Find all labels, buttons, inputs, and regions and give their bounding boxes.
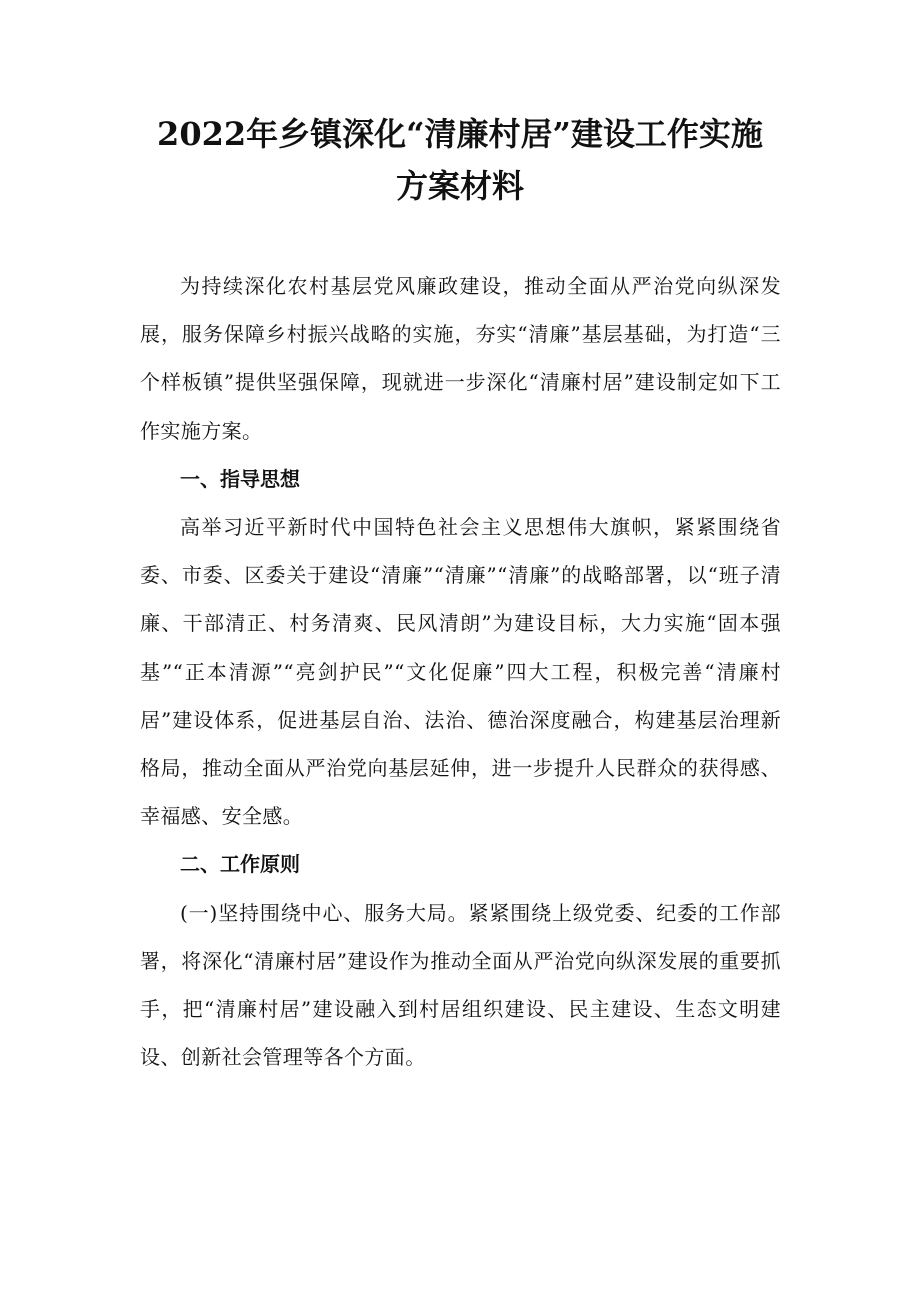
section-paragraph: 高举习近平新时代中国特色社会主义思想伟大旗帜，紧紧围绕省委、市委、区委关于建设“清廉”“清廉”“清廉”的战略部署，以“班子清廉、干部清正、村务清爽、民风清朗”为建设目标，大力实施“固本强基”“正本清源”“亮剑护民”“文化促廉”四大工程，积极完善“清廉村居”建设体系，促进基层自治、法治、德治深度融合，构建基层治理新格局，推动全面从严治党向基层延伸，进一步提升人民群众的获得感、幸福感、安全感。 bbox=[140, 515, 781, 829]
document-title bbox=[110, 108, 810, 212]
title-line-2: 方案材料 bbox=[395, 167, 524, 205]
section-paragraph: (一)坚持围绕中心、服务大局。紧紧围绕上级党委、纪委的工作部署，将深化“清廉村居”建设作为推动全面从严治党向纵深发展的重要抓手，把“清廉村居”建设融入到村居组织建设、民主建设、生态文明建设、创新社会管理等各个方面。 bbox=[140, 900, 781, 1070]
section-heading-work-principles: 二、工作原则 bbox=[180, 852, 300, 877]
document-body bbox=[140, 262, 781, 1081]
intro-paragraph: 为持续深化农村基层党风廉政建设，推动全面从严治党向纵深发展，服务保障乡村振兴战略的实施，夯实“清廉”基层基础，为打造“三个样板镇”提供坚强保障，现就进一步深化“清廉村居”建设制定如下工作实施方案。 bbox=[140, 274, 781, 443]
title-line-1: 2022年乡镇深化“清廉村居”建设工作实施 bbox=[157, 115, 763, 153]
section-heading-guiding-thought: 一、指导思想 bbox=[180, 466, 300, 491]
